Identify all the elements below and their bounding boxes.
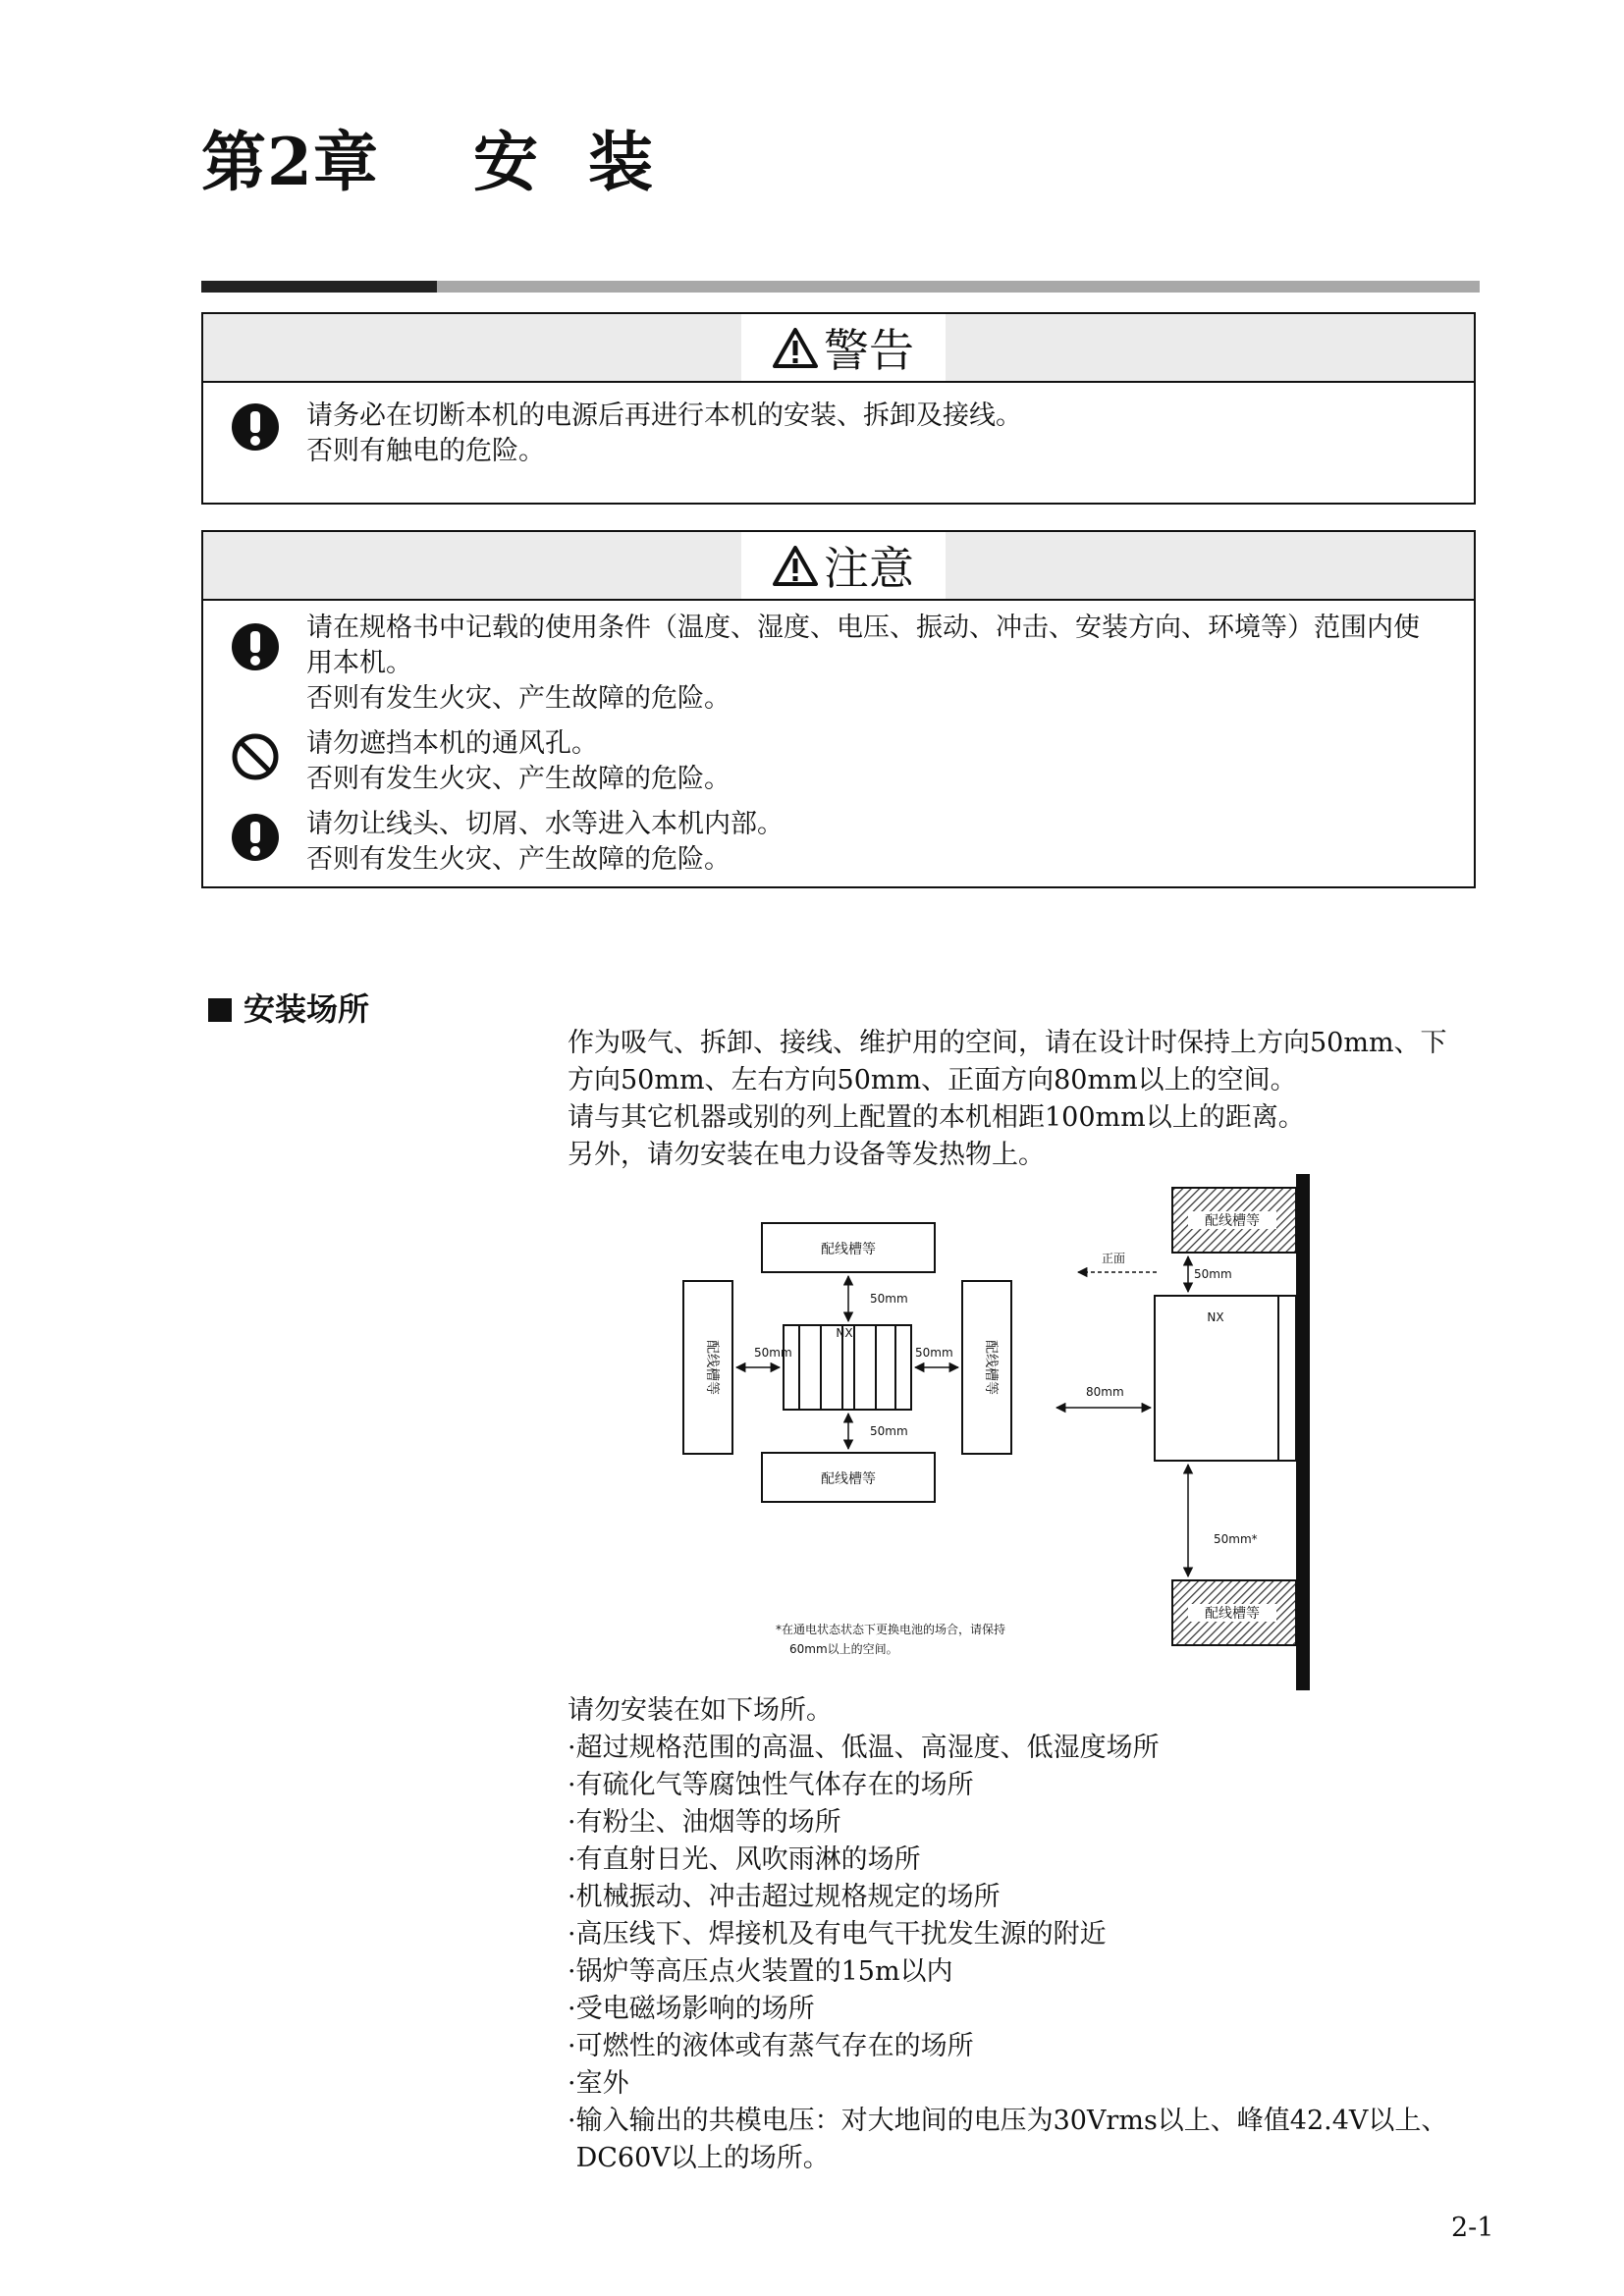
chapter-number: 第2章 xyxy=(201,124,379,200)
header-rule-gray xyxy=(437,281,1480,293)
caution-item-line: 请在规格书中记载的使用条件（温度、湿度、电压、振动、冲击、安装方向、环境等）范围内使 xyxy=(306,613,1420,643)
list-item: ·输入输出的共模电压：对大地间的电压为30Vrms以上、峰值42.4V以上、 xyxy=(568,2106,1448,2136)
caution-header xyxy=(203,532,1474,601)
exclamation-icon xyxy=(231,402,280,452)
gap-bottom-label: 50mm xyxy=(870,1424,908,1438)
warning-header xyxy=(203,314,1474,383)
exclamation-icon xyxy=(231,813,280,862)
section-heading xyxy=(208,985,369,1030)
chapter-title xyxy=(201,110,654,203)
caution-item-line: 否则有发生火灾、产生故障的危险。 xyxy=(306,683,731,714)
caution-item-line: 用本机。 xyxy=(306,648,412,678)
list-item: DC60V以上的场所。 xyxy=(568,2143,830,2173)
gap-left-label: 50mm xyxy=(754,1346,792,1360)
duct-side-top-label: 配线槽等 xyxy=(1205,1213,1260,1229)
intro-line: 请与其它机器或别的列上配置的本机相距100mm以上的距离。 xyxy=(568,1102,1305,1133)
list-item: ·有硫化气等腐蚀性气体存在的场所 xyxy=(568,1770,974,1800)
list-item: ·锅炉等高压点火装置的15m以内 xyxy=(568,1956,953,1987)
list-item: ·有粉尘、油烟等的场所 xyxy=(568,1807,841,1838)
duct-left-label: 配线槽等 xyxy=(704,1340,720,1395)
list-item: ·超过规格范围的高温、低温、高湿度、低湿度场所 xyxy=(568,1733,1160,1763)
nx-label-side-view: NX xyxy=(1207,1310,1224,1324)
list-item: ·室外 xyxy=(568,2068,629,2099)
front-label: 正面 xyxy=(1101,1252,1126,1265)
intro-line: 作为吸气、拆卸、接线、维护用的空间，请在设计时保持上方向50mm、下 xyxy=(568,1028,1447,1058)
mounting-panel xyxy=(1296,1174,1310,1690)
page-number: 2-1 xyxy=(1451,2213,1494,2243)
warning-label xyxy=(741,314,946,381)
exclamation-icon xyxy=(231,622,280,671)
chapter-title-char-1: 安 xyxy=(472,124,539,200)
warning-item-line: 否则有触电的危险。 xyxy=(306,436,545,466)
intro-line: 另外，请勿安装在电力设备等发热物上。 xyxy=(568,1140,1045,1170)
duct-bottom-label: 配线槽等 xyxy=(821,1471,876,1487)
list-item: ·可燃性的液体或有蒸气存在的场所 xyxy=(568,2031,974,2061)
gap-top-label: 50mm xyxy=(870,1292,908,1306)
section-intro xyxy=(568,1025,1471,1174)
section-heading-text: 安装场所 xyxy=(244,990,370,1028)
list-item: ·有直射日光、风吹雨淋的场所 xyxy=(568,1844,921,1875)
diagram-footnote-line: *在通电状态状态下更换电池的场合，请保持 xyxy=(776,1623,1006,1636)
gap-right-label: 50mm xyxy=(915,1346,953,1360)
gap-front-label: 80mm xyxy=(1086,1385,1124,1399)
square-bullet-icon xyxy=(208,998,232,1022)
list-item: ·受电磁场影响的场所 xyxy=(568,1994,815,2024)
diagram-footnote-line: 60mm以上的空间。 xyxy=(789,1642,898,1656)
warning-triangle-icon xyxy=(773,545,818,586)
intro-line: 方向50mm、左右方向50mm、正面方向80mm以上的空间。 xyxy=(568,1065,1297,1095)
caution-item-line: 请勿让线头、切屑、水等进入本机内部。 xyxy=(306,809,784,839)
duct-side-bottom-label: 配线槽等 xyxy=(1205,1606,1260,1622)
gap-side-top-label: 50mm xyxy=(1194,1267,1232,1281)
caution-item-line: 否则有发生火灾、产生故障的危险。 xyxy=(306,844,731,875)
warning-triangle-icon xyxy=(773,327,818,368)
header-rule-dark xyxy=(201,281,437,293)
caution-item-line: 否则有发生火灾、产生故障的危险。 xyxy=(306,764,731,794)
nx-unit-side-view xyxy=(1155,1296,1296,1461)
top-view-layout xyxy=(683,1223,1011,1502)
duct-right-label: 配线槽等 xyxy=(983,1340,999,1395)
installation-clearance-diagram xyxy=(677,1168,1326,1698)
side-view-layout xyxy=(1056,1174,1310,1690)
avoid-title: 请勿安装在如下场所。 xyxy=(568,1695,833,1726)
nx-label-top-view: NX xyxy=(836,1326,853,1340)
list-item: ·机械振动、冲击超过规格规定的场所 xyxy=(568,1882,1001,1912)
warning-item-line: 请务必在切断本机的电源后再进行本机的安装、拆卸及接线。 xyxy=(306,400,1022,431)
prohibition-icon xyxy=(231,732,280,781)
caution-item-line: 请勿遮挡本机的通风孔。 xyxy=(306,728,598,759)
caution-label xyxy=(741,532,946,599)
chapter-title-char-2: 装 xyxy=(587,124,654,200)
caution-label-text: 注意 xyxy=(824,542,914,595)
warning-box xyxy=(201,312,1476,505)
duct-top-label: 配线槽等 xyxy=(821,1242,876,1257)
gap-side-bottom-label: 50mm* xyxy=(1214,1532,1258,1546)
caution-box xyxy=(201,530,1476,888)
list-item: ·高压线下、焊接机及有电气干扰发生源的附近 xyxy=(568,1919,1107,1949)
warning-label-text: 警告 xyxy=(824,324,914,377)
